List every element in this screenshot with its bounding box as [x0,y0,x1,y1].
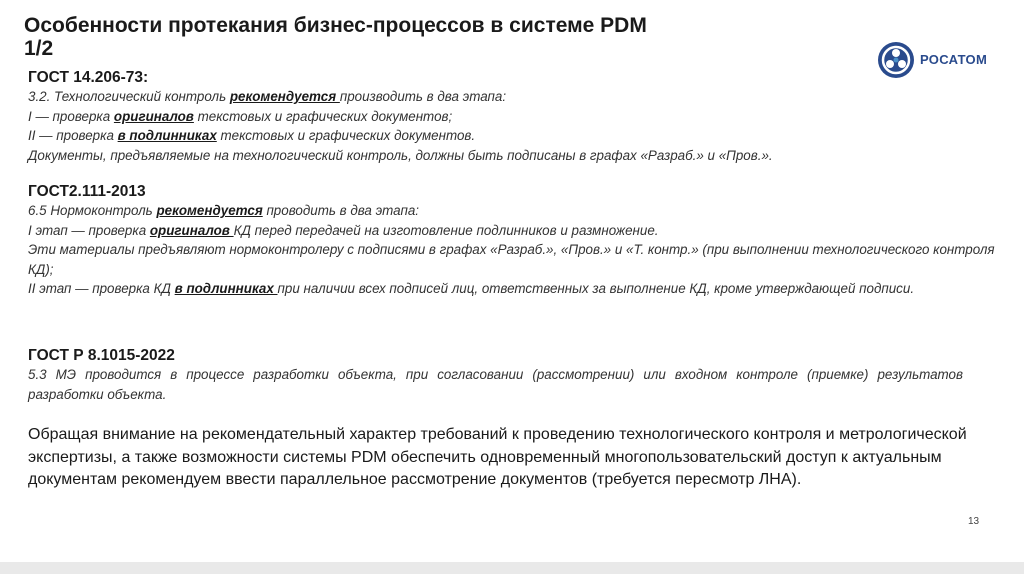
emphasis: оригиналов [149,222,234,238]
gost-14-206-block [28,68,998,165]
emphasis: в подлинниках [117,128,217,143]
gost-2-111-line-2: I этап — проверка оригиналов КД перед передачей на изготовление подлинников и размножение. [28,222,659,238]
slide-title [24,14,844,60]
gost-14-206-line-4: Документы, предъявляемые на технологический контроль, должны быть подписаны в графах «Разраб.» и «Пров.». [28,147,773,163]
emphasis: оригиналов [113,108,194,124]
gost-2-111-line-3: Эти материалы предъявляют нормоконтролеру с подписями в графах «Разраб.», «Пров.» и «Т. контр.» (при выполнении технологического контроля КД); [28,242,995,277]
gost-2-111-line-1: 6.5 Нормоконтроль рекомендуется проводить в два этапа: [28,203,420,218]
slide-title-line1: Особенности протекания бизнес-процессов в системе PDM [24,14,647,37]
gost-14-206-line-3: II — проверка в подлинниках текстовых и графических документов. [28,128,476,143]
gost-14-206-line-1: 3.2. Технологический контроль рекомендуется производить в два этапа: [28,89,507,104]
gost-2-111-block [28,182,998,299]
slide-title-line2: 1/2 [24,37,54,60]
gost-2-111-line-4: II этап — проверка КД в подлинниках при наличии всех подписей лиц, ответственных за выполнение КД, кроме утверждающей подписи. [28,281,915,296]
gost-14-206-line-2: I — проверка оригиналов текстовых и графических документов; [28,108,453,124]
gost-r-8-1015-line-1: 5.3 МЭ проводится в процессе разработки объекта, при согласовании (рассмотрении) или входном контроле (приемке) результатов разработки объекта. [28,367,963,402]
gost-2-111-heading: ГОСТ2.111-2013 [28,183,146,200]
emphasis: рекомендуется [229,89,340,104]
rosatom-logo-text: РОСАТОМ [920,52,988,67]
gost-r-8-1015-heading: ГОСТ Р 8.1015-2022 [28,347,175,364]
emphasis: рекомендуется [156,203,263,218]
gost-r-8-1015-block [28,346,998,404]
page-number: 13 [968,516,980,527]
emphasis: в подлинниках [174,281,278,296]
bottom-bar [0,562,1024,574]
summary-paragraph: Обращая внимание на рекомендательный характер требований к проведению технологического контроля и метрологической экспертизы, а также возможности системы PDM обеспечить одновременный многопользовательский доступ к актуальным документам рекомендуем ввести параллельное рассмотрение документов (требуется пересмотр ЛНА). [28,426,967,488]
gost-14-206-heading: ГОСТ 14.206-73: [28,69,149,86]
